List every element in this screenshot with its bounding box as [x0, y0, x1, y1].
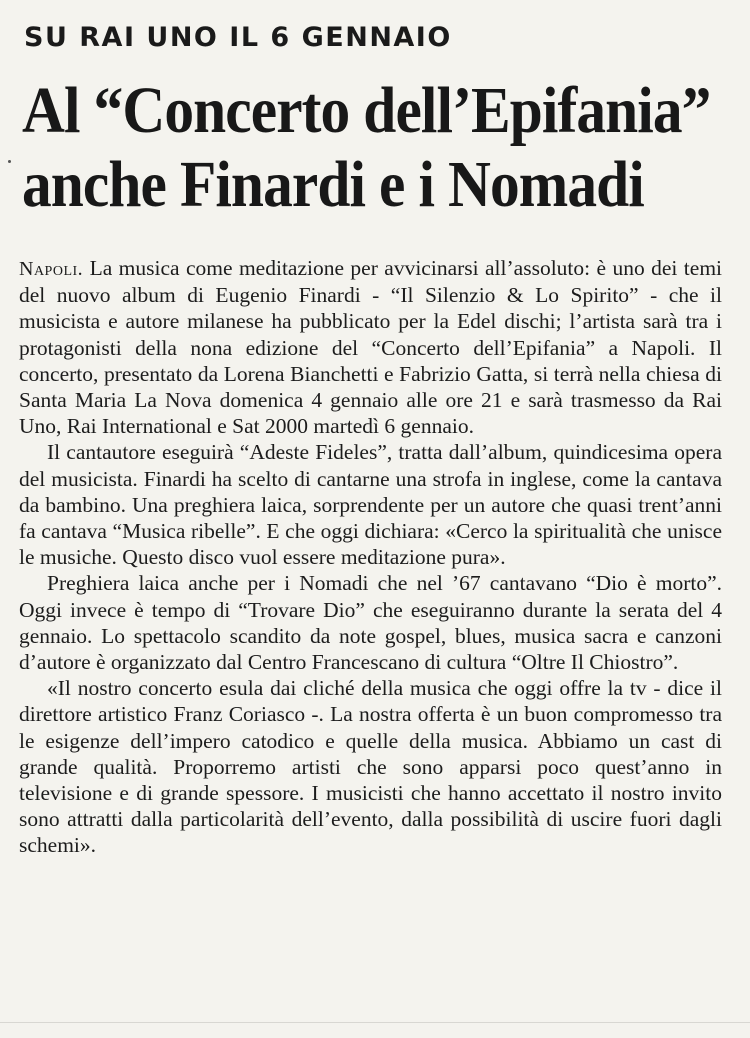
article-body — [19, 255, 722, 859]
paragraph-2: Il cantautore eseguirà “Adeste Fideles”, tratta dall’album, quindicesima opera del musicista. Finardi ha scelto di cantarne una strofa in inglese, come la cantava da bambino. Una preghiera laica, sorprendente per un autore che quasi trent’anni fa cantava “Musica ribelle”. E che oggi dichiara: «Cerco la spiritualità che unisce le musiche. Questo disco vuol essere meditazione pura». — [19, 440, 722, 570]
paragraph-4: «Il nostro concerto esula dai cliché della musica che oggi offre la tv - dice il direttore artistico Franz Coriasco -. La nostra offerta è un buon compromesso tra le esigenze dell’impero catodico e quelle della musica. Abbiamo un cast di grande qualità. Proporremo artisti che sono apparsi poco quest’anno in televisione e di grande spessore. I musicisti che hanno accettato il nostro invito sono attratti dalla particolarità dell’evento, dalla possibilità di uscire fuori dagli schemi». — [19, 676, 722, 858]
headline-line-2: anche Finardi e i Nomadi — [22, 148, 644, 221]
dateline: Napoli. — [19, 258, 84, 280]
clipping-edge — [0, 1022, 750, 1023]
headline-line-1: Al “Concerto dell’Epifania” — [22, 74, 711, 147]
paragraph-3: Preghiera laica anche per i Nomadi che nel ’67 cantavano “Dio è morto”. Oggi invece è tempo di “Trovare Dio” che eseguiranno durante la serata del 4 gennaio. Lo spettacolo scandito da note gospel, blues, musica sacra e canzoni d’autore è organizzato dal Centro Francescano di cultura “Oltre Il Chiostro”. — [19, 571, 722, 675]
paragraph-1 — [19, 255, 722, 439]
article-headline — [22, 74, 711, 222]
paragraph-1-text: La musica come meditazione per avvicinarsi all’assoluto: è uno dei temi del nuovo album di Eugenio Finardi - “Il Silenzio & Lo Spirito” - che il musicista e autore milanese ha pubblicato per la Edel dischi; l’artista sarà tra i protagonisti della nona edizione del “Concerto dell’Epifania” a Napoli. Il concerto, presentato da Lorena Bianchetti e Fabrizio Gatta, si terrà nella chiesa di Santa Maria La Nova domenica 4 gennaio alle ore 21 e sarà trasmesso da Rai Uno, Rai International e Sat 2000 martedì 6 gennaio. — [19, 256, 723, 439]
scan-speck — [8, 160, 11, 163]
article-kicker: SU RAI UNO IL 6 GENNAIO — [24, 22, 452, 53]
